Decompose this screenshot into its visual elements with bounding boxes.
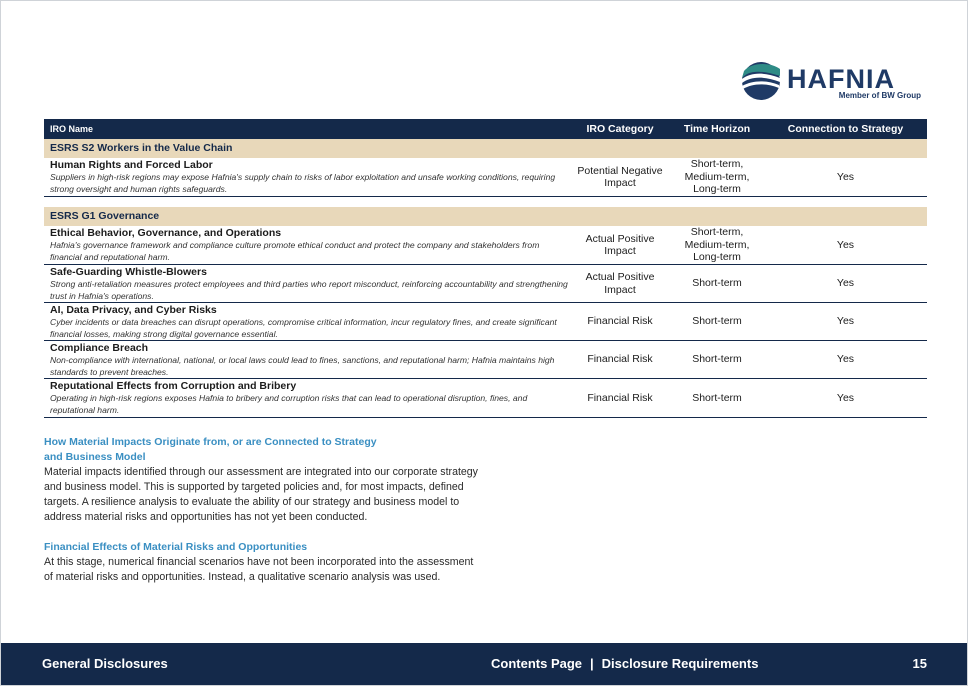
header-iro-name: IRO Name (50, 124, 94, 134)
hafnia-logo (741, 59, 923, 103)
iro-category: Actual Positive Impact (585, 271, 655, 296)
iro-description: Strong anti-retaliation measures protect employees and third parties who report misconduct, reinforcing accountability and strengthening trust in Hafnia's operations. (50, 279, 568, 301)
table-row (44, 379, 927, 418)
footer-nav (491, 656, 758, 671)
header-time-horizon: Time Horizon (683, 123, 751, 135)
hafnia-wordmark: HAFNIA (787, 64, 895, 94)
time-horizon: Short-term, Medium-term, Long-term (684, 226, 750, 264)
contents-page-link[interactable]: Contents Page (491, 656, 583, 671)
iro-title: Ethical Behavior, Governance, and Operations (50, 227, 282, 239)
financial-body: At this stage, numerical financial scenarios have not been incorporated into the assessment of material risks and opportunities. Instead, a qualitative scenario analysis was used. (44, 556, 474, 583)
time-horizon: Short-term (692, 353, 742, 366)
hafnia-wave-icon (741, 61, 781, 101)
iro-description: Non-compliance with international, national, or local laws could lead to fines, sanctions, and reputational harm; Hafnia maintains high standards to prevent breaches. (50, 355, 555, 377)
financial-effects-section (44, 540, 484, 585)
impacts-heading-line2: and Business Model (44, 451, 146, 463)
footer-section-link[interactable]: General Disclosures (42, 656, 168, 671)
disclosure-requirements-link[interactable]: Disclosure Requirements (601, 656, 759, 671)
connection-to-strategy: Yes (836, 238, 855, 251)
financial-heading: Financial Effects of Material Risks and Opportunities (44, 541, 308, 553)
impacts-heading-line1: How Material Impacts Originate from, or are Connected to Strategy (44, 436, 377, 448)
iro-title: AI, Data Privacy, and Cyber Risks (50, 304, 217, 316)
logo-tagline: Member of BW Group (838, 91, 921, 100)
header-iro-category: IRO Category (586, 123, 654, 135)
page-number: 15 (912, 656, 927, 671)
header-connection-to-strategy: Connection to Strategy (787, 123, 904, 135)
time-horizon: Short-term, Medium-term, Long-term (684, 158, 750, 196)
iro-category: Potential Negative Impact (577, 164, 663, 189)
iro-table (44, 119, 927, 418)
table-row (44, 303, 927, 341)
table-header (44, 119, 927, 139)
iro-category: Financial Risk (587, 315, 653, 328)
iro-title: Reputational Effects from Corruption and Bribery (50, 380, 297, 392)
iro-category: Financial Risk (587, 353, 653, 366)
connection-to-strategy: Yes (836, 353, 855, 366)
section-heading-s2: ESRS S2 Workers in the Value Chain (44, 139, 927, 158)
table-row (44, 226, 927, 265)
section-heading-g1: ESRS G1 Governance (44, 207, 927, 226)
iro-description: Cyber incidents or data breaches can disrupt operations, compromise critical information, incur regulatory fines, and create significant financial losses, making strong digital governance essential. (50, 317, 557, 339)
time-horizon: Short-term (692, 277, 742, 290)
footer-separator: | (590, 656, 594, 671)
connection-to-strategy: Yes (836, 277, 855, 290)
time-horizon: Short-term (692, 315, 742, 328)
iro-description: Suppliers in high-risk regions may expose Hafnia's supply chain to risks of labor exploitation and unsafe working conditions, requiring strong oversight and human rights safeguards. (50, 172, 556, 194)
iro-title: Compliance Breach (50, 342, 149, 354)
connection-to-strategy: Yes (836, 170, 855, 183)
table-row (44, 158, 927, 197)
connection-to-strategy: Yes (836, 391, 855, 404)
time-horizon: Short-term (692, 391, 742, 404)
table-row (44, 265, 927, 303)
iro-category: Actual Positive Impact (585, 232, 655, 257)
page-footer (1, 643, 967, 685)
table-row (44, 341, 927, 379)
iro-title: Safe-Guarding Whistle-Blowers (50, 266, 207, 278)
material-impacts-section (44, 435, 484, 525)
iro-category: Financial Risk (587, 391, 653, 404)
iro-description: Operating in high-risk regions exposes Hafnia to bribery and corruption risks that can lead to operational disruption, fines, and reputational harm. (50, 393, 528, 415)
impacts-body: Material impacts identified through our assessment are integrated into our corporate strategy and business model. This is supported by targeted policies and, for most impacts, defined targets. A resilience analysis to evaluate the ability of our strategy and business model to address material risks and opportunities has not yet been conducted. (44, 466, 478, 523)
iro-description: Hafnia's governance framework and compliance culture promote ethical conduct and protect the company and stakeholders from financial and reputational harm. (50, 240, 540, 262)
iro-title: Human Rights and Forced Labor (50, 159, 213, 171)
connection-to-strategy: Yes (836, 315, 855, 328)
